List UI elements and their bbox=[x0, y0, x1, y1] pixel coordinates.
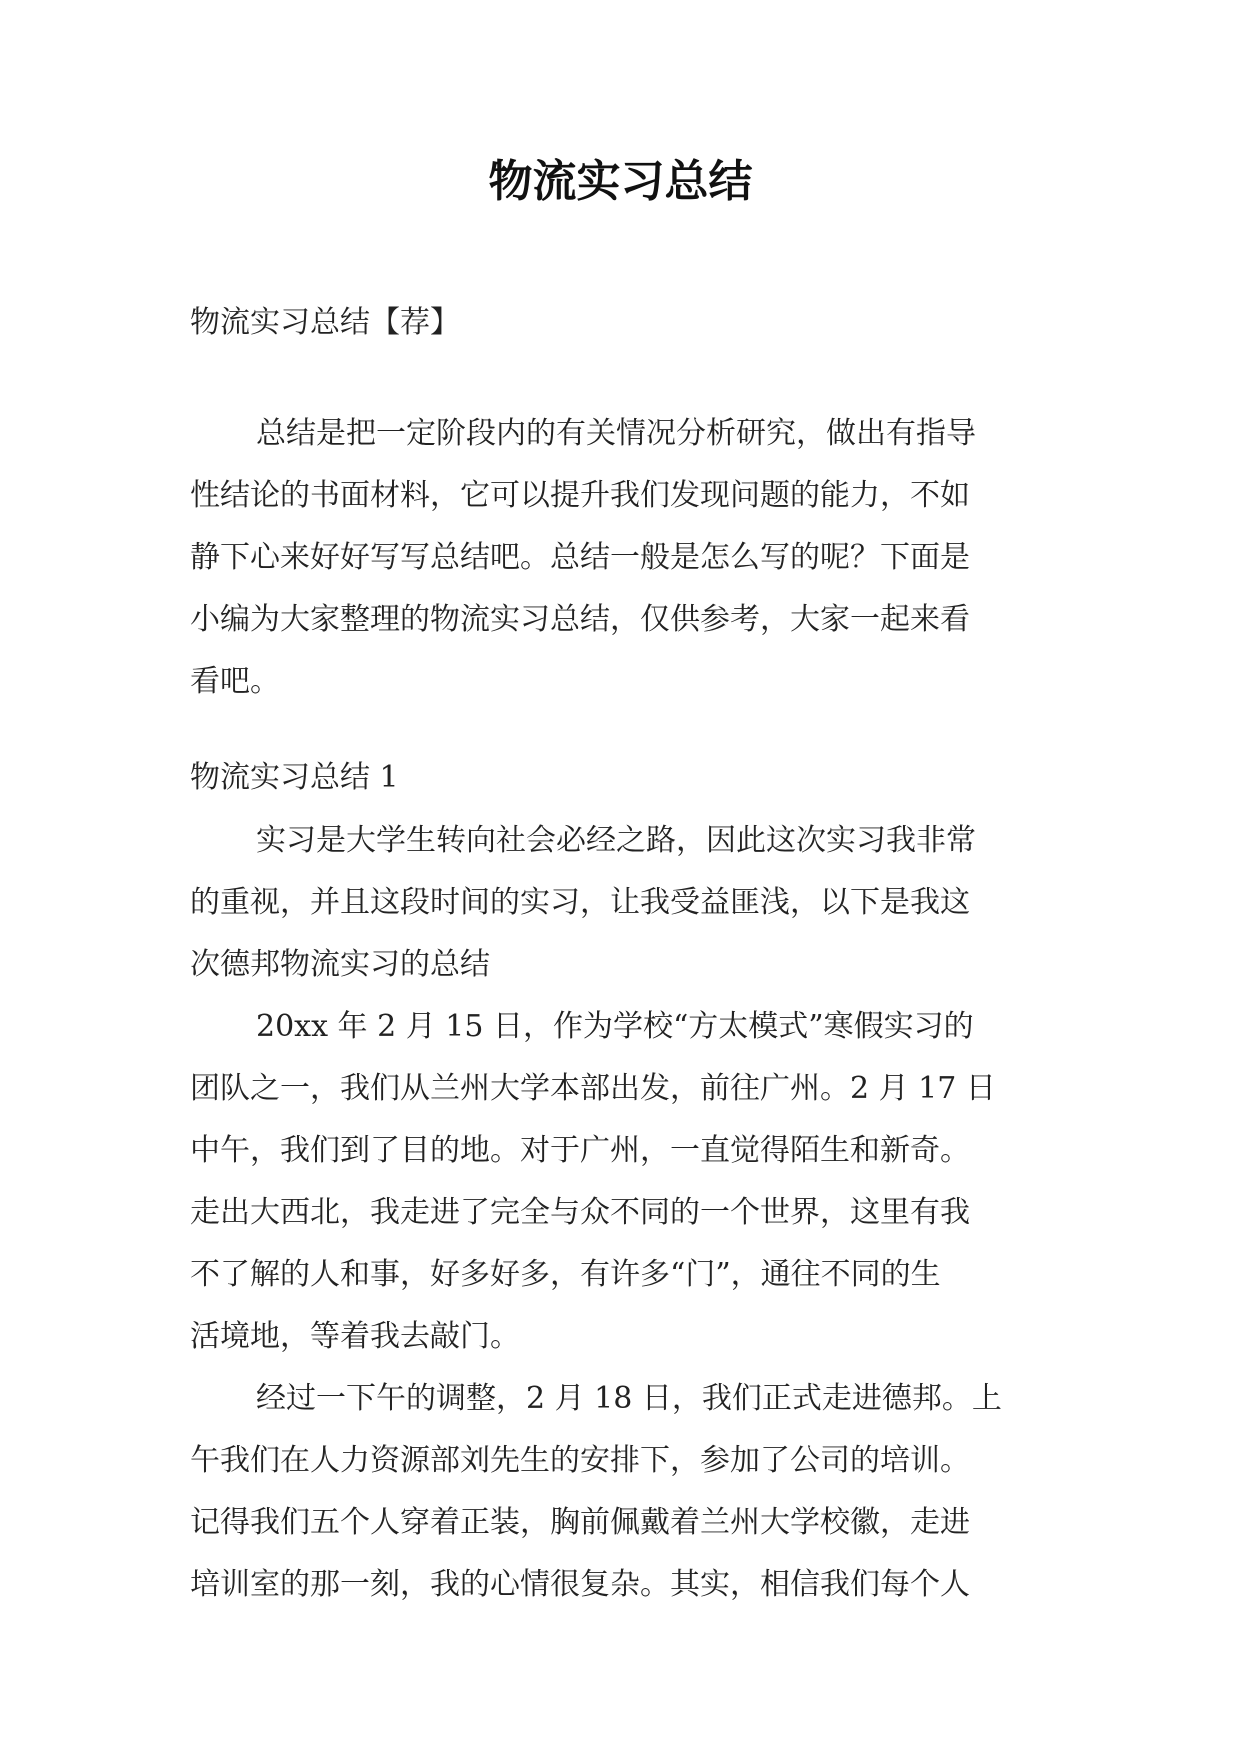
intro-line: 性结论的书面材料，它可以提升我们发现问题的能力，不如 bbox=[190, 478, 970, 513]
body-line: 经过一下午的调整，2 月 18 日，我们正式走进德邦。上 bbox=[256, 1381, 1002, 1416]
body-line: 次德邦物流实习的总结 bbox=[190, 947, 490, 982]
body-line: 20xx 年 2 月 15 日，作为学校“方太模式”寒假实习的 bbox=[256, 1009, 974, 1044]
body-line: 记得我们五个人穿着正装，胸前佩戴着兰州大学校徽，走进 bbox=[190, 1505, 970, 1540]
body-line: 午我们在人力资源部刘先生的安排下，参加了公司的培训。 bbox=[190, 1443, 970, 1478]
body-line: 不了解的人和事，好多好多，有许多“门”，通往不同的生 bbox=[190, 1257, 941, 1292]
intro-line: 总结是把一定阶段内的有关情况分析研究，做出有指导 bbox=[256, 416, 976, 451]
body-line: 中午，我们到了目的地。对于广州，一直觉得陌生和新奇。 bbox=[190, 1133, 970, 1168]
section-body bbox=[190, 810, 1060, 1616]
body-line: 实习是大学生转向社会必经之路，因此这次实习我非常 bbox=[256, 823, 976, 858]
body-line: 的重视，并且这段时间的实习，让我受益匪浅，以下是我这 bbox=[190, 885, 970, 920]
intro-paragraph bbox=[190, 403, 1060, 713]
document-title: 物流实习总结 bbox=[488, 156, 753, 207]
body-line: 团队之一，我们从兰州大学本部出发，前往广州。2 月 17 日 bbox=[190, 1071, 996, 1106]
section-heading bbox=[190, 747, 1060, 809]
intro-line: 看吧。 bbox=[190, 664, 280, 699]
subtitle-line: 物流实习总结【荐】 bbox=[190, 305, 460, 340]
body-line: 培训室的那一刻，我的心情很复杂。其实，相信我们每个人 bbox=[190, 1567, 970, 1602]
body-line: 走出大西北，我走进了完全与众不同的一个世界，这里有我 bbox=[190, 1195, 970, 1230]
body-line: 活境地，等着我去敲门。 bbox=[190, 1319, 520, 1354]
document-subtitle bbox=[190, 292, 1060, 354]
intro-line: 小编为大家整理的物流实习总结，仅供参考，大家一起来看 bbox=[190, 602, 970, 637]
section-heading-text: 物流实习总结 1 bbox=[190, 760, 399, 795]
intro-line: 静下心来好好写写总结吧。总结一般是怎么写的呢？下面是 bbox=[190, 540, 970, 575]
